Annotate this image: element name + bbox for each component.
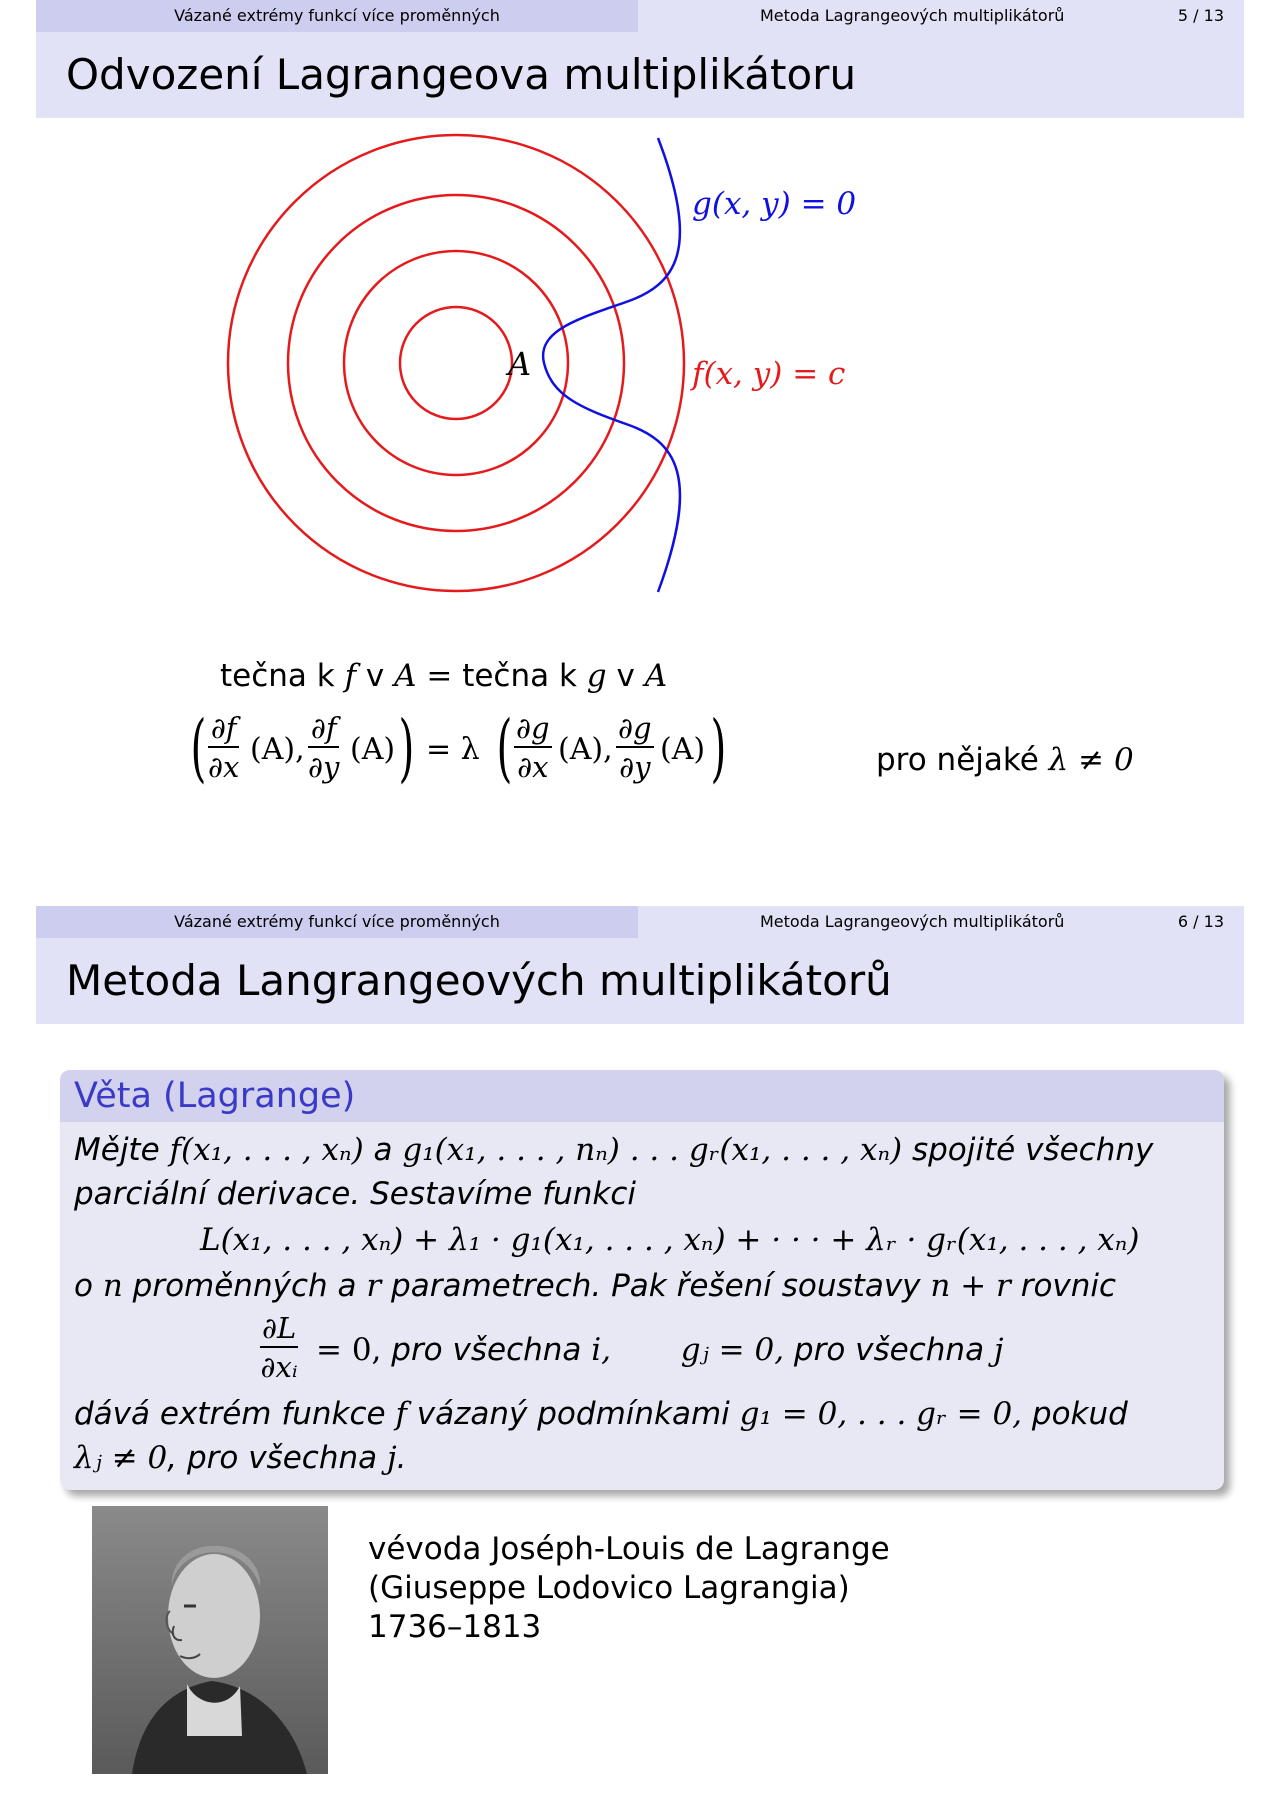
symbol-f: f	[344, 658, 357, 694]
theorem-line-2: parciální derivace. Sestavíme funkci	[74, 1176, 637, 1212]
nav-right-area	[638, 906, 1244, 938]
fraction-dl-dxi: $\frac{\partial L}{\text{∂xᵢ}}$	[260, 1311, 298, 1384]
slide-title: Odvození Lagrangeova multiplikátoru	[66, 50, 857, 99]
slide-6	[36, 906, 1244, 1786]
condition-math: λ ≠ 0	[1048, 742, 1134, 778]
slide-5	[36, 0, 1244, 880]
tangent-text-4: v	[606, 658, 645, 694]
f-curve-label: f(x, y) = c	[692, 356, 846, 392]
lagrange-portrait-image	[92, 1506, 328, 1774]
tangent-text-1: tečna k	[220, 658, 345, 694]
nav-presentation-title[interactable]: Vázané extrémy funkcí více proměnných	[36, 906, 638, 938]
nav-section-title[interactable]: Metoda Lagrangeových multiplikátorů	[760, 6, 1065, 25]
level-curves-diagram	[36, 0, 1244, 640]
level-circle-4	[228, 135, 684, 591]
condition-text: pro nějaké	[876, 742, 1049, 778]
constraint-curve	[543, 138, 680, 592]
theorem-block	[60, 1070, 1224, 1490]
left-paren: (	[496, 705, 513, 791]
bio-years: 1736–1813	[368, 1609, 542, 1645]
fraction-df-dx: $\frac{\partial f}{\partial x}$	[208, 711, 240, 784]
level-circle-2	[344, 251, 568, 475]
symbol-a: A	[394, 658, 417, 694]
fraction-dg-dx: $\frac{\partial g}{\partial x}$	[516, 711, 550, 784]
lambda-condition	[876, 742, 1134, 778]
right-paren: )	[398, 705, 415, 791]
symbol-g: g	[586, 658, 607, 694]
at-a-text: (A)	[350, 732, 396, 767]
nav-page-number: 6 / 13	[1177, 912, 1224, 931]
fraction-dg-dy: $\frac{\partial g}{\partial y}$	[618, 711, 652, 784]
theorem-line-4: o n proměnných a r parametrech. Pak řešení soustavy n + r rovnic	[74, 1268, 1117, 1304]
lagrangian-formula: L(x₁, . . . , xₙ) + λ₁ · g₁(x₁, . . . , xₙ) + · · · + λᵣ · gᵣ(x₁, . . . , xₙ)	[200, 1222, 1140, 1258]
tangent-text-2: v	[356, 658, 395, 694]
level-circle-1	[400, 307, 512, 419]
nav-section-title[interactable]: Metoda Lagrangeových multiplikátorů	[760, 912, 1065, 931]
title-bar	[36, 938, 1244, 1024]
equals-sign: =	[416, 658, 463, 694]
equals-lambda: = λ	[426, 732, 480, 767]
at-a-text: (A)	[660, 732, 706, 767]
point-a-label: A	[508, 345, 532, 383]
g-curve-label: g(x, y) = 0	[692, 186, 857, 222]
navigation-bar	[36, 906, 1244, 938]
theorem-line-1: Mějte f(x₁, . . . , xₙ) a g₁(x₁, . . . , nₙ) . . . gᵣ(x₁, . . . , xₙ) spojité všechny	[74, 1132, 1154, 1168]
biography	[368, 1530, 890, 1647]
theorem-line-6: dává extrém funkce f vázaný podmínkami g₁ = 0, . . . gᵣ = 0, pokud	[74, 1396, 1128, 1432]
tangent-text-3: tečna k	[462, 658, 587, 694]
symbol-a: A	[644, 658, 668, 694]
theorem-heading: Věta (Lagrange)	[60, 1070, 1224, 1122]
bio-name: vévoda Joséph-Louis de Lagrange	[368, 1531, 890, 1567]
nav-page-number: 5 / 13	[1177, 6, 1224, 25]
level-circles	[228, 135, 684, 591]
level-circle-3	[288, 195, 624, 531]
left-paren: (	[190, 705, 207, 791]
bio-italian-name: (Giuseppe Lodovico Lagrangia)	[368, 1570, 850, 1606]
theorem-line-7: λⱼ ≠ 0, pro všechna j.	[74, 1440, 407, 1476]
tangent-equation	[220, 658, 667, 694]
at-a-text: (A),	[250, 732, 305, 767]
nav-presentation-title[interactable]: Vázané extrémy funkcí více proměnných	[36, 0, 638, 32]
fraction-df-dy: $\frac{\partial f}{\partial y}$	[308, 711, 340, 784]
right-paren: )	[710, 705, 727, 791]
theorem-body: Mějte f(x₁, . . . , xₙ) a g₁(x₁, . . . , nₙ) . . . gᵣ(x₁, . . . , xₙ) spojité všechny parciální derivace. Sestavíme funkci L(x₁, . . . , xₙ) + λ₁ · g₁(x₁, . . . , xₙ) + · · · + λᵣ · gᵣ(x₁, . . . , xₙ) o n proměnných a r parametrech. Pak řešení soustavy n + r rovnic $\frac{\partial L}{\text{∂xᵢ}}$ = 0, pro všechna i, gⱼ = 0, pro všechna j dává extrém funkce f vázaný podmínkami g₁ = 0, . . . gᵣ = 0, pokud λⱼ ≠ 0, pro všechna j.	[74, 1132, 1154, 1476]
slide-title: Metoda Langrangeových multiplikátorů	[66, 956, 892, 1005]
at-a-text: (A),	[558, 732, 613, 767]
